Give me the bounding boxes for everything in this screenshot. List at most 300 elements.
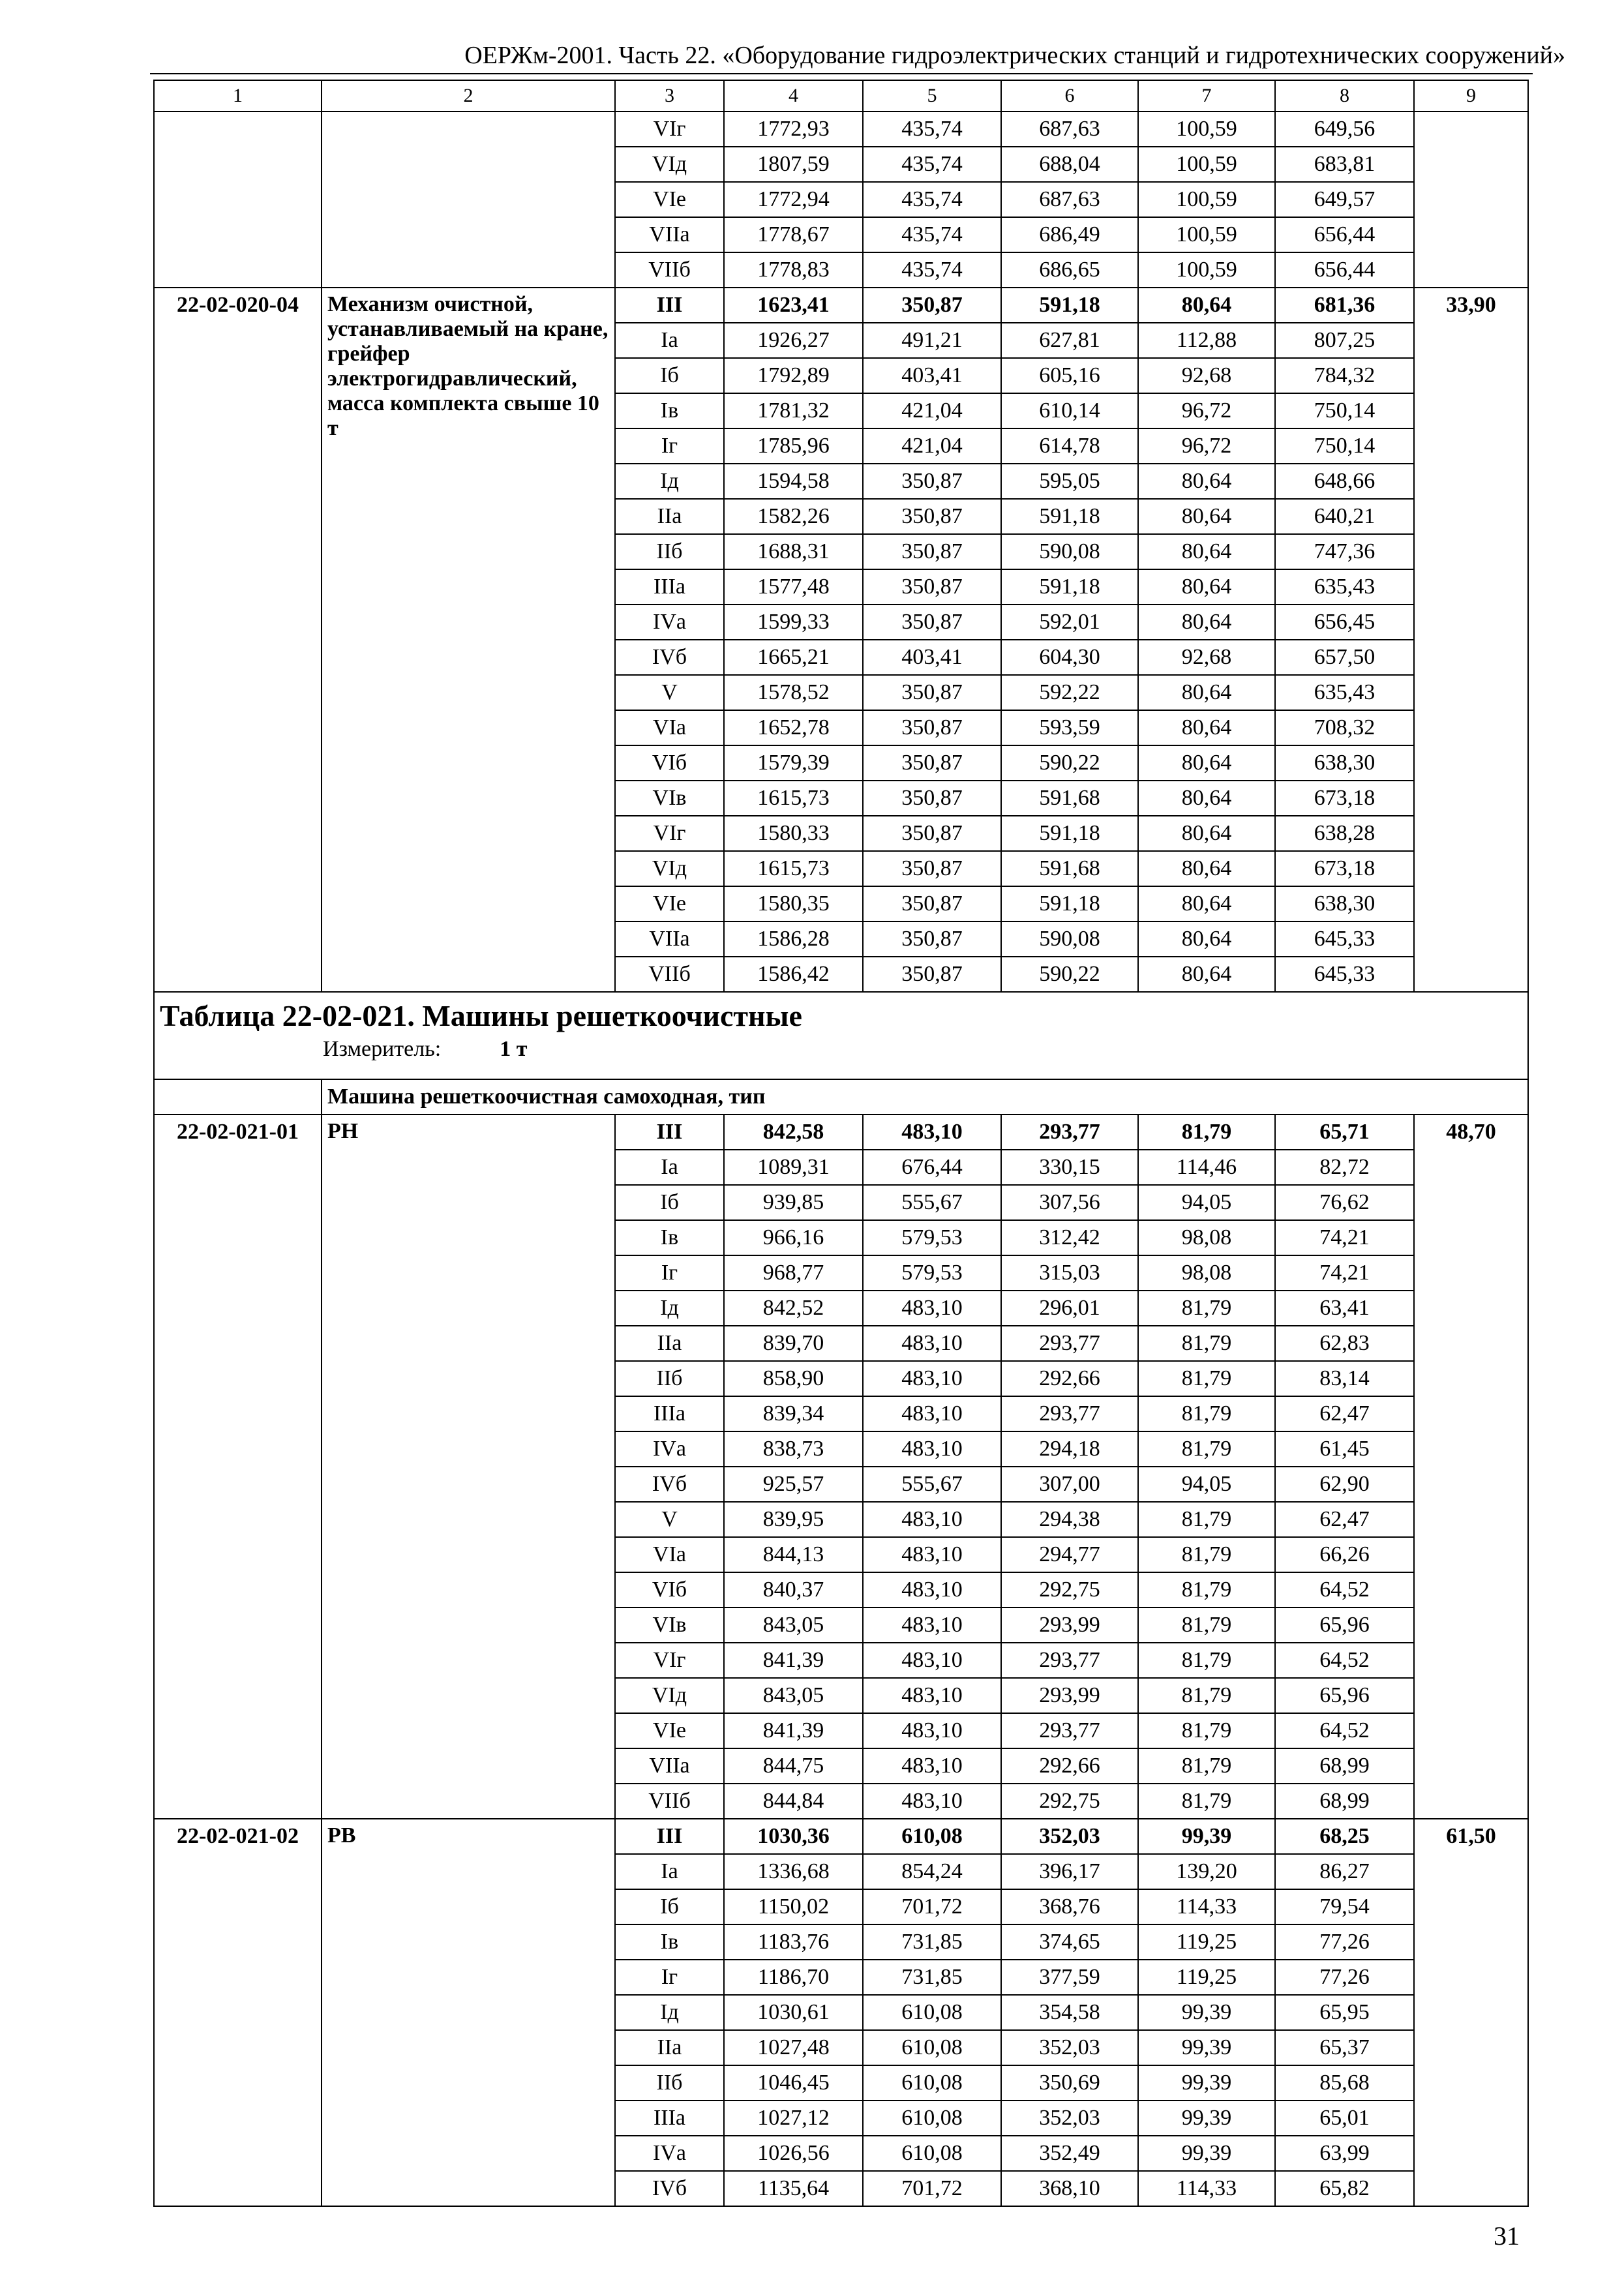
materials-cell: 656,44 (1275, 252, 1414, 288)
total-cell: 1586,28 (724, 921, 863, 957)
materials-cell: 64,52 (1275, 1572, 1414, 1608)
labor-cell: 350,87 (863, 710, 1001, 745)
driver-wage-cell: 98,08 (1138, 1255, 1275, 1291)
materials-cell: 79,54 (1275, 1889, 1414, 1924)
machines-cell: 368,76 (1001, 1889, 1138, 1924)
machines-cell: 604,30 (1001, 640, 1138, 675)
machines-cell: 595,05 (1001, 464, 1138, 499)
machines-cell: 294,38 (1001, 1502, 1138, 1537)
materials-cell: 64,52 (1275, 1643, 1414, 1678)
total-cell: 841,39 (724, 1643, 863, 1678)
zone-cell: Iд (615, 1291, 724, 1326)
total-cell: 1046,45 (724, 2065, 863, 2101)
driver-wage-cell: 100,59 (1138, 217, 1275, 252)
machines-cell: 352,03 (1001, 2030, 1138, 2065)
total-cell: 1772,94 (724, 182, 863, 217)
total-cell: 1594,58 (724, 464, 863, 499)
materials-cell: 86,27 (1275, 1854, 1414, 1889)
labor-cell: 435,74 (863, 112, 1001, 147)
machines-cell: 591,18 (1001, 886, 1138, 921)
total-cell: 1772,93 (724, 112, 863, 147)
total-cell: 1580,33 (724, 816, 863, 851)
machines-cell: 590,08 (1001, 534, 1138, 569)
total-cell: 1579,39 (724, 745, 863, 781)
total-cell: 1586,42 (724, 957, 863, 992)
driver-wage-cell: 99,39 (1138, 1819, 1275, 1854)
unit-value: 1 т (500, 1037, 528, 1061)
materials-cell: 77,26 (1275, 1960, 1414, 1995)
driver-wage-cell: 99,39 (1138, 2065, 1275, 2101)
materials-cell: 708,32 (1275, 710, 1414, 745)
materials-cell: 683,81 (1275, 147, 1414, 182)
labor-cell: 350,87 (863, 605, 1001, 640)
labor-cell: 350,87 (863, 675, 1001, 710)
zone-cell: VIе (615, 886, 724, 921)
total-cell: 1778,67 (724, 217, 863, 252)
materials-cell: 747,36 (1275, 534, 1414, 569)
subheading-row (154, 1079, 1528, 1115)
machines-cell: 368,10 (1001, 2171, 1138, 2206)
total-cell: 1665,21 (724, 640, 863, 675)
labor-cell: 491,21 (863, 323, 1001, 358)
rate-code: 22-02-021-02 (154, 1819, 322, 2206)
machines-cell: 605,16 (1001, 358, 1138, 393)
machines-cell: 686,49 (1001, 217, 1138, 252)
labor-cell: 435,74 (863, 147, 1001, 182)
materials-cell: 649,56 (1275, 112, 1414, 147)
total-cell: 839,70 (724, 1326, 863, 1361)
total-cell: 968,77 (724, 1255, 863, 1291)
labor-cell: 435,74 (863, 252, 1001, 288)
total-cell: 843,05 (724, 1678, 863, 1713)
driver-wage-cell: 80,64 (1138, 745, 1275, 781)
materials-cell: 63,41 (1275, 1291, 1414, 1326)
zone-cell: VIг (615, 1643, 724, 1678)
driver-wage-cell: 80,64 (1138, 534, 1275, 569)
zone-cell: VIе (615, 182, 724, 217)
driver-wage-cell: 100,59 (1138, 252, 1275, 288)
labor-cell: 483,10 (863, 1748, 1001, 1784)
zone-cell: VIв (615, 781, 724, 816)
labor-cell: 579,53 (863, 1220, 1001, 1255)
rate-code: 22-02-020-04 (154, 288, 322, 992)
labor-cell: 731,85 (863, 1960, 1001, 1995)
machines-cell: 352,03 (1001, 1819, 1138, 1854)
zone-cell: Iг (615, 1255, 724, 1291)
zone-cell: III (615, 288, 724, 323)
zone-cell: Iг (615, 1960, 724, 1995)
labor-cell: 701,72 (863, 2171, 1001, 2206)
materials-cell: 77,26 (1275, 1924, 1414, 1960)
subheading-blank (154, 1079, 322, 1115)
total-cell: 1135,64 (724, 2171, 863, 2206)
zone-cell: Iб (615, 1185, 724, 1220)
driver-wage-cell: 81,79 (1138, 1572, 1275, 1608)
materials-cell: 66,26 (1275, 1537, 1414, 1572)
total-cell: 858,90 (724, 1361, 863, 1396)
driver-wage-cell: 119,25 (1138, 1924, 1275, 1960)
labor-cell: 610,08 (863, 2136, 1001, 2171)
materials-cell: 65,37 (1275, 2030, 1414, 2065)
driver-wage-cell: 81,79 (1138, 1748, 1275, 1784)
machines-cell: 330,15 (1001, 1150, 1138, 1185)
machines-cell: 294,77 (1001, 1537, 1138, 1572)
zone-cell: VIIб (615, 252, 724, 288)
rate-name (322, 112, 615, 288)
zone-cell: IIб (615, 534, 724, 569)
labor-cell: 676,44 (863, 1150, 1001, 1185)
machines-cell: 590,22 (1001, 957, 1138, 992)
labor-cell: 610,08 (863, 1819, 1001, 1854)
total-cell: 839,95 (724, 1502, 863, 1537)
rate-name: РН (322, 1115, 615, 1819)
column-number-5: 5 (863, 80, 1001, 112)
zone-cell: V (615, 1502, 724, 1537)
driver-wage-cell: 96,72 (1138, 393, 1275, 428)
zone-cell: IIIа (615, 2101, 724, 2136)
running-header: ОЕРЖм-2001. Часть 22. «Оборудование гидроэлектрических станций и гидротехнических сооружений» (464, 42, 1565, 69)
total-cell: 844,84 (724, 1784, 863, 1819)
machines-cell: 687,63 (1001, 182, 1138, 217)
machines-cell: 350,69 (1001, 2065, 1138, 2101)
total-cell: 1027,12 (724, 2101, 863, 2136)
driver-wage-cell: 94,05 (1138, 1467, 1275, 1502)
driver-wage-cell: 119,25 (1138, 1960, 1275, 1995)
column-number-9: 9 (1414, 80, 1528, 112)
labor-cell: 435,74 (863, 217, 1001, 252)
table-row (154, 288, 1528, 323)
zone-cell: Iб (615, 358, 724, 393)
labor-cell: 350,87 (863, 886, 1001, 921)
labor-cell: 483,10 (863, 1502, 1001, 1537)
total-cell: 844,75 (724, 1748, 863, 1784)
materials-cell: 657,50 (1275, 640, 1414, 675)
total-cell: 1807,59 (724, 147, 863, 182)
zone-cell: VIа (615, 710, 724, 745)
materials-cell: 649,57 (1275, 182, 1414, 217)
column-number-1: 1 (154, 80, 322, 112)
driver-wage-cell: 80,64 (1138, 851, 1275, 886)
driver-wage-cell: 139,20 (1138, 1854, 1275, 1889)
total-cell: 939,85 (724, 1185, 863, 1220)
table-title: Таблица 22-02-021. Машины решеткоочистные (160, 999, 802, 1032)
total-cell: 1186,70 (724, 1960, 863, 1995)
driver-wage-cell: 81,79 (1138, 1396, 1275, 1431)
column-number-4: 4 (724, 80, 863, 112)
column-number-3: 3 (615, 80, 724, 112)
zone-cell: VIд (615, 851, 724, 886)
machines-cell: 294,18 (1001, 1431, 1138, 1467)
materials-cell: 65,96 (1275, 1608, 1414, 1643)
labor-cell: 350,87 (863, 464, 1001, 499)
total-cell: 839,34 (724, 1396, 863, 1431)
materials-cell: 85,68 (1275, 2065, 1414, 2101)
materials-cell: 673,18 (1275, 781, 1414, 816)
zone-cell: Iд (615, 464, 724, 499)
total-cell: 1781,32 (724, 393, 863, 428)
materials-cell: 635,43 (1275, 569, 1414, 605)
table-row (154, 1819, 1528, 1854)
driver-wage-cell: 100,59 (1138, 147, 1275, 182)
zone-cell: IIа (615, 1326, 724, 1361)
labor-cell: 403,41 (863, 640, 1001, 675)
rates-table (153, 80, 1529, 2207)
zone-cell: VIг (615, 112, 724, 147)
labor-cell: 483,10 (863, 1431, 1001, 1467)
zone-cell: Iд (615, 1995, 724, 2030)
driver-wage-cell: 114,33 (1138, 2171, 1275, 2206)
labor-cell: 435,74 (863, 182, 1001, 217)
labor-cell: 610,08 (863, 1995, 1001, 2030)
driver-wage-cell: 99,39 (1138, 2101, 1275, 2136)
labor-cell: 483,10 (863, 1643, 1001, 1678)
materials-cell: 64,52 (1275, 1713, 1414, 1748)
materials-cell: 76,62 (1275, 1185, 1414, 1220)
machines-cell: 591,18 (1001, 569, 1138, 605)
machines-cell: 590,22 (1001, 745, 1138, 781)
machines-cell: 293,77 (1001, 1115, 1138, 1150)
total-cell: 1582,26 (724, 499, 863, 534)
page-number: 31 (1494, 2221, 1520, 2251)
column-number-7: 7 (1138, 80, 1275, 112)
total-cell: 1926,27 (724, 323, 863, 358)
machines-cell: 396,17 (1001, 1854, 1138, 1889)
labor-cell: 579,53 (863, 1255, 1001, 1291)
labor-cell: 350,87 (863, 921, 1001, 957)
machines-cell: 293,77 (1001, 1326, 1138, 1361)
machines-cell: 627,81 (1001, 323, 1138, 358)
total-cell: 1336,68 (724, 1854, 863, 1889)
table-title-cell (154, 992, 1528, 1079)
total-cell: 1030,61 (724, 1995, 863, 2030)
materials-cell: 635,43 (1275, 675, 1414, 710)
rate-name: РВ (322, 1819, 615, 2206)
rate-name: Механизм очистной, устанавливаемый на кране, грейфер электрогидравлический, масса комплекта свыше 10 т (322, 288, 615, 992)
materials-cell: 807,25 (1275, 323, 1414, 358)
labor-cell: 421,04 (863, 393, 1001, 428)
driver-wage-cell: 81,79 (1138, 1784, 1275, 1819)
machines-cell: 591,68 (1001, 781, 1138, 816)
unit-label: Измеритель: (323, 1037, 442, 1061)
labor-cell: 701,72 (863, 1889, 1001, 1924)
driver-wage-cell: 81,79 (1138, 1537, 1275, 1572)
zone-cell: VIа (615, 1537, 724, 1572)
table-row (154, 112, 1528, 147)
driver-wage-cell: 81,79 (1138, 1502, 1275, 1537)
labor-cell: 403,41 (863, 358, 1001, 393)
total-cell: 1150,02 (724, 1889, 863, 1924)
total-cell: 1652,78 (724, 710, 863, 745)
machines-cell: 315,03 (1001, 1255, 1138, 1291)
driver-wage-cell: 96,72 (1138, 428, 1275, 464)
driver-wage-cell: 94,05 (1138, 1185, 1275, 1220)
equipment-mass-cell: 61,50 (1414, 1819, 1528, 2206)
machines-cell: 591,18 (1001, 816, 1138, 851)
labor-cell: 555,67 (863, 1185, 1001, 1220)
labor-cell: 610,08 (863, 2065, 1001, 2101)
zone-cell: Iв (615, 1220, 724, 1255)
driver-wage-cell: 99,39 (1138, 1995, 1275, 2030)
driver-wage-cell: 81,79 (1138, 1431, 1275, 1467)
driver-wage-cell: 80,64 (1138, 499, 1275, 534)
materials-cell: 62,83 (1275, 1326, 1414, 1361)
driver-wage-cell: 100,59 (1138, 112, 1275, 147)
machines-cell: 352,03 (1001, 2101, 1138, 2136)
materials-cell: 638,30 (1275, 745, 1414, 781)
materials-cell: 645,33 (1275, 957, 1414, 992)
materials-cell: 63,99 (1275, 2136, 1414, 2171)
zone-cell: IIа (615, 2030, 724, 2065)
column-number-2: 2 (322, 80, 615, 112)
driver-wage-cell: 80,64 (1138, 464, 1275, 499)
labor-cell: 421,04 (863, 428, 1001, 464)
materials-cell: 82,72 (1275, 1150, 1414, 1185)
driver-wage-cell: 80,64 (1138, 569, 1275, 605)
driver-wage-cell: 80,64 (1138, 816, 1275, 851)
materials-cell: 673,18 (1275, 851, 1414, 886)
driver-wage-cell: 99,39 (1138, 2030, 1275, 2065)
driver-wage-cell: 100,59 (1138, 182, 1275, 217)
machines-cell: 292,75 (1001, 1784, 1138, 1819)
labor-cell: 555,67 (863, 1467, 1001, 1502)
zone-cell: IVа (615, 1431, 724, 1467)
rate-code (154, 112, 322, 288)
driver-wage-cell: 81,79 (1138, 1608, 1275, 1643)
zone-cell: VIIб (615, 1784, 724, 1819)
machines-cell: 688,04 (1001, 147, 1138, 182)
equipment-mass-cell (1414, 112, 1528, 288)
machines-cell: 686,65 (1001, 252, 1138, 288)
zone-cell: VIб (615, 1572, 724, 1608)
zone-cell: IIIа (615, 569, 724, 605)
machines-cell: 293,77 (1001, 1643, 1138, 1678)
labor-cell: 350,87 (863, 957, 1001, 992)
machines-cell: 312,42 (1001, 1220, 1138, 1255)
total-cell: 1578,52 (724, 675, 863, 710)
materials-cell: 65,96 (1275, 1678, 1414, 1713)
total-cell: 841,39 (724, 1713, 863, 1748)
total-cell: 840,37 (724, 1572, 863, 1608)
materials-cell: 62,47 (1275, 1502, 1414, 1537)
labor-cell: 483,10 (863, 1678, 1001, 1713)
driver-wage-cell: 92,68 (1138, 640, 1275, 675)
machines-cell: 591,18 (1001, 499, 1138, 534)
column-number-8: 8 (1275, 80, 1414, 112)
driver-wage-cell: 114,33 (1138, 1889, 1275, 1924)
rate-code: 22-02-021-01 (154, 1115, 322, 1819)
materials-cell: 68,99 (1275, 1784, 1414, 1819)
labor-cell: 610,08 (863, 2030, 1001, 2065)
labor-cell: 350,87 (863, 499, 1001, 534)
header-rule (150, 73, 1533, 74)
zone-cell: VIIа (615, 217, 724, 252)
total-cell: 1615,73 (724, 781, 863, 816)
table-title-row (154, 992, 1528, 1079)
total-cell: 1778,83 (724, 252, 863, 288)
total-cell: 1089,31 (724, 1150, 863, 1185)
total-cell: 838,73 (724, 1431, 863, 1467)
driver-wage-cell: 98,08 (1138, 1220, 1275, 1255)
labor-cell: 483,10 (863, 1572, 1001, 1608)
machines-cell: 592,01 (1001, 605, 1138, 640)
machines-cell: 293,77 (1001, 1713, 1138, 1748)
machines-cell: 292,66 (1001, 1748, 1138, 1784)
zone-cell: VIIа (615, 921, 724, 957)
zone-cell: IVб (615, 2171, 724, 2206)
machines-cell: 292,75 (1001, 1572, 1138, 1608)
zone-cell: IVа (615, 605, 724, 640)
driver-wage-cell: 99,39 (1138, 2136, 1275, 2171)
materials-cell: 74,21 (1275, 1220, 1414, 1255)
total-cell: 966,16 (724, 1220, 863, 1255)
table-row (154, 1115, 1528, 1150)
materials-cell: 638,28 (1275, 816, 1414, 851)
total-cell: 1580,35 (724, 886, 863, 921)
driver-wage-cell: 80,64 (1138, 957, 1275, 992)
zone-cell: IIIа (615, 1396, 724, 1431)
total-cell: 1792,89 (724, 358, 863, 393)
equipment-mass-cell: 33,90 (1414, 288, 1528, 992)
zone-cell: Iг (615, 428, 724, 464)
zone-cell: Iв (615, 1924, 724, 1960)
labor-cell: 854,24 (863, 1854, 1001, 1889)
subheading: Машина решеткоочистная самоходная, тип (322, 1079, 1528, 1115)
zone-cell: IIа (615, 499, 724, 534)
materials-cell: 656,44 (1275, 217, 1414, 252)
zone-cell: VIв (615, 1608, 724, 1643)
machines-cell: 590,08 (1001, 921, 1138, 957)
total-cell: 925,57 (724, 1467, 863, 1502)
driver-wage-cell: 92,68 (1138, 358, 1275, 393)
total-cell: 1599,33 (724, 605, 863, 640)
driver-wage-cell: 80,64 (1138, 288, 1275, 323)
labor-cell: 483,10 (863, 1396, 1001, 1431)
total-cell: 1785,96 (724, 428, 863, 464)
total-cell: 1026,56 (724, 2136, 863, 2171)
labor-cell: 731,85 (863, 1924, 1001, 1960)
labor-cell: 350,87 (863, 781, 1001, 816)
materials-cell: 68,25 (1275, 1819, 1414, 1854)
zone-cell: IVб (615, 1467, 724, 1502)
total-cell: 842,52 (724, 1291, 863, 1326)
materials-cell: 638,30 (1275, 886, 1414, 921)
driver-wage-cell: 80,64 (1138, 886, 1275, 921)
materials-cell: 645,33 (1275, 921, 1414, 957)
machines-cell: 591,18 (1001, 288, 1138, 323)
zone-cell: VIе (615, 1713, 724, 1748)
materials-cell: 74,21 (1275, 1255, 1414, 1291)
materials-cell: 640,21 (1275, 499, 1414, 534)
materials-cell: 62,47 (1275, 1396, 1414, 1431)
zone-cell: V (615, 675, 724, 710)
total-cell: 1688,31 (724, 534, 863, 569)
materials-cell: 83,14 (1275, 1361, 1414, 1396)
zone-cell: Iб (615, 1889, 724, 1924)
driver-wage-cell: 112,88 (1138, 323, 1275, 358)
labor-cell: 350,87 (863, 288, 1001, 323)
driver-wage-cell: 81,79 (1138, 1713, 1275, 1748)
driver-wage-cell: 80,64 (1138, 710, 1275, 745)
labor-cell: 483,10 (863, 1608, 1001, 1643)
driver-wage-cell: 81,79 (1138, 1643, 1275, 1678)
materials-cell: 750,14 (1275, 393, 1414, 428)
zone-cell: Iв (615, 393, 724, 428)
unit-line (160, 1034, 1527, 1064)
materials-cell: 648,66 (1275, 464, 1414, 499)
labor-cell: 483,10 (863, 1537, 1001, 1572)
zone-cell: IIб (615, 1361, 724, 1396)
machines-cell: 377,59 (1001, 1960, 1138, 1995)
